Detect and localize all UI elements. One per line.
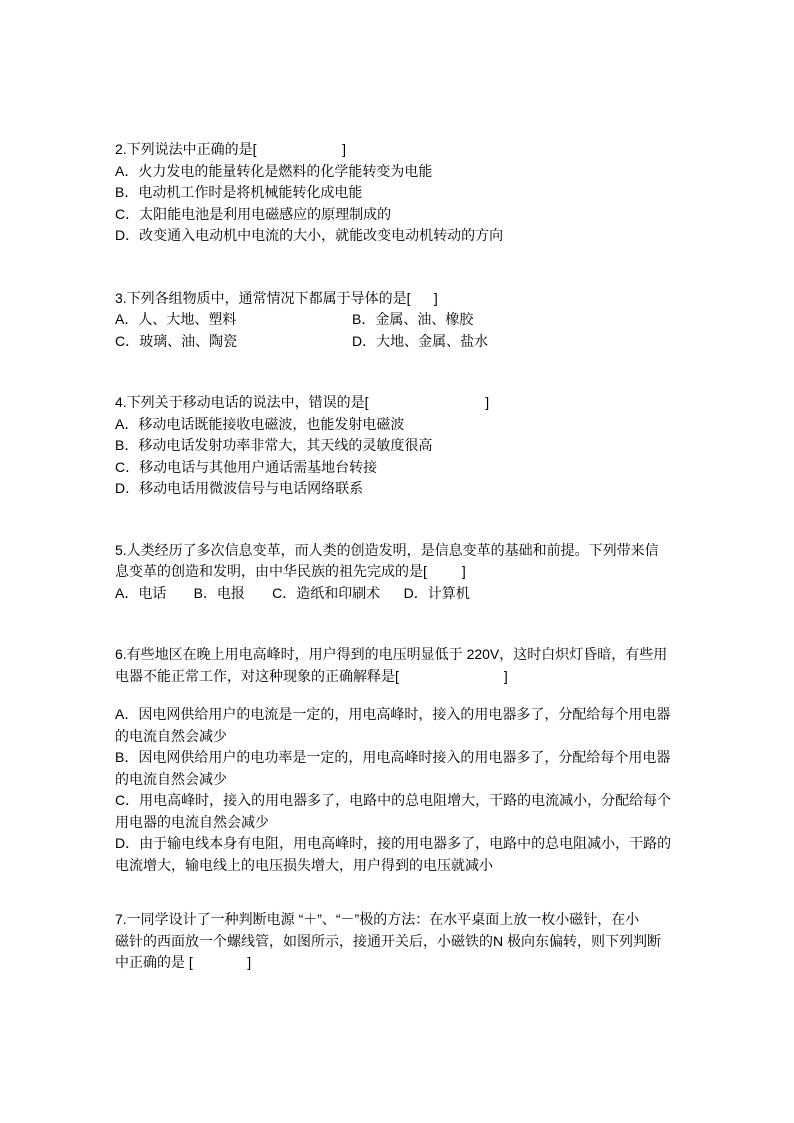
question-3 [115,288,680,353]
text-line: 6.有些地区在晚上用电高峰时，用户得到的电压明显低于 220V，这时白炽灯昏暗，有些用 [115,646,668,662]
question-3-option-b: B．金属、油、橡胶 [352,311,474,327]
text-line: 电器不能正常工作，对这种现象的正确解释是[ ] [115,667,508,684]
question-3-options-row-2 [115,331,680,353]
text-line: 的电流自然会减少 [115,770,227,787]
text-line: B．因电网供给用户的电功率是一定的，用电高峰时接入的用电器多了，分配给每个用电器 [115,749,671,765]
text-line: 磁针的西面放一个螺线管，如图所示，接通开关后，小磁铁的N 极向东偏转，则下列判断 [115,932,661,949]
question-6-option-a [115,704,680,747]
question-4 [115,392,680,500]
text-line: B．移动电话发射功率非常大，其天线的灵敏度很高 [115,437,433,453]
text-line: A．因电网供给用户的电流是一定的，用电高峰时，接入的用电器多了，分配给每个用电器 [115,706,671,722]
question-5 [115,540,680,605]
question-3-stem: 3.下列各组物质中，通常情况下都属于导体的是[ ] [115,289,438,306]
question-7 [115,909,680,974]
question-3-option-a: A．人、大地、塑料 [115,311,237,327]
text-line: 电流增大，输电线上的电压损失增大，用户得到的电压就减小 [115,856,493,873]
text-line: D．由于输电线本身有电阻，用电高峰时，接的用电器多了，电路中的总电阻减小，干路的 [115,835,672,851]
question-3-option-c: C．玻璃、油、陶瓷 [115,332,238,349]
question-2 [115,139,680,247]
question-6-option-d [115,833,680,876]
text-line: 用电器的电流自然会减少 [115,813,269,830]
question-5-stem [115,540,680,583]
text-line: B．电动机工作时是将机械能转化成电能 [115,184,363,200]
text-line: C．用电高峰时，接入的用电器多了，电路中的总电阻增大，干路的电流减小，分配给每个 [115,792,672,808]
question-6-option-b [115,747,680,790]
text-line: 中正确的是 [ ] [115,954,252,970]
text-line: D．移动电话用微波信号与电话网络联系 [115,480,364,496]
question-2-stem: 2.下列说法中正确的是[ ] [115,141,347,157]
question-4-stem: 4.下列关于移动电话的说法中，错误的是[ ] [115,394,490,410]
text-line: D．改变通入电动机中电流的大小，就能改变电动机转动的方向 [115,227,504,243]
question-6-stem [115,644,680,687]
question-2-options [115,161,680,247]
text-line: C．移动电话与其他用户通话需基地台转接 [115,458,378,475]
text-line: 5.人类经历了多次信息变革，而人类的创造发明，是信息变革的基础和前提。下列带来信 [115,541,659,558]
question-5-options: A．电话 B．电报 C．造纸和印刷术 D．计算机 [115,584,470,601]
question-6 [115,644,680,876]
question-3-option-d: D．大地、金属、盐水 [352,332,489,349]
text-line: C．太阳能电池是利用电磁感应的原理制成的 [115,205,392,222]
text-line: A．火力发电的能量转化是燃料的化学能转变为电能 [115,162,433,179]
question-7-stem [115,909,680,974]
question-4-options [115,414,680,500]
text-line: A．移动电话既能接收电磁波，也能发射电磁波 [115,415,405,432]
question-3-options-row-1 [115,309,680,331]
text-line: 的电流自然会减少 [115,727,227,744]
question-6-option-c [115,790,680,833]
text-line: 息变革的创造和发明，由中华民族的祖先完成的是[ ] [115,563,466,579]
text-line: 7.一同学设计了一种判断电源 “＋”、“－”极的方法：在水平桌面上放一枚小磁针，在小 [115,911,640,927]
